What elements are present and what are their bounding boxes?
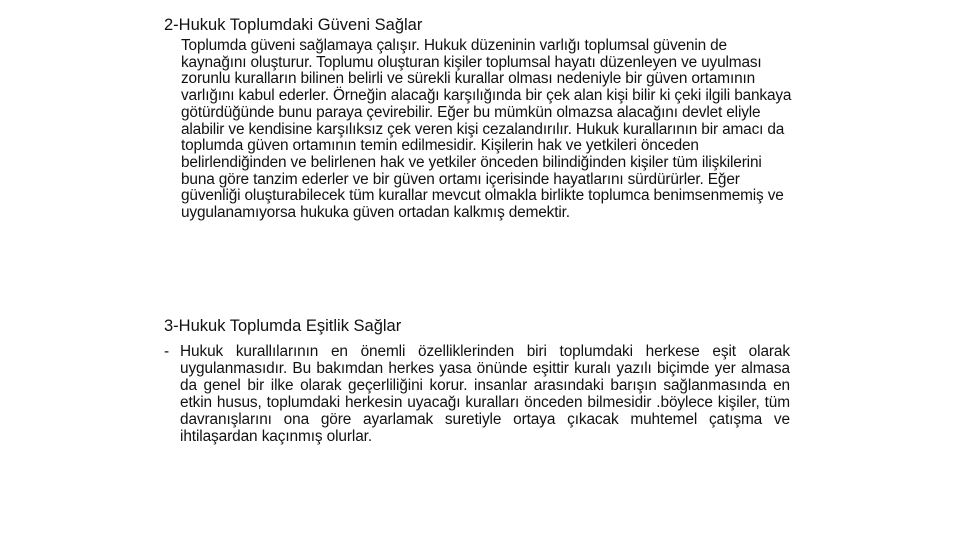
section-heading-equality: 3-Hukuk Toplumda Eşitlik Sağlar <box>164 317 402 335</box>
section-trust <box>164 15 796 222</box>
bullet-item <box>164 343 796 446</box>
bullet-text-equality: Hukuk kurallılarının en önemli özelliklerinden biri toplumdaki herkese eşit olarak uygulanmasıdır. Bu bakımdan herkes yasa önünde eşittir kuralı yazılı biçimde yer almasa da genel bir ilke olarak geçerliliğini korur. insanlar arasındaki barışın sağlanmasında en etkin husus, toplumdaki herkesin uyacağı kuralları önceden bilmesidir .böylece kişiler, tüm davranışlarını ona göre ayarlamak suretiyle ortaya çıkacak muhtemel çatışma ve ihtilaşardan kaçınmış olurlar. <box>180 343 790 446</box>
bullet-marker: - <box>164 343 170 360</box>
section-heading-trust: 2-Hukuk Toplumdaki Güveni Sağlar <box>164 16 423 34</box>
section-paragraph-trust: Toplumda güveni sağlamaya çalışır. Hukuk düzeninin varlığı toplumsal güvenin de kaynağını oluşturur. Toplumu oluşturan kişiler toplumsal hayatı düzenleyen ve uyulması zorunlu kuralların bilinen belirli ve sürekli kurallar olması nedeniyle bir güven ortamının varlığını kabul ederler. Örneğin alacağı karşılığında bir çek alan kişi bilir ki çeki ilgili bankaya götürdüğünde bunu paraya çevirebilir. Eğer bu mümkün olmazsa alacağını devlet eliyle alabilir ve kendisine karşılıksız çek veren kişi cezalandırılır. Hukuk kurallarının bir amacı da toplumda güven ortamının temin edilmesidir. Kişilerin hak ve yetkileri önceden belirlendiğinden ve belirlenen hak ve yetkiler önceden bilindiğinden kişiler tüm ilişkilerini buna göre tanzim ederler ve bir güven ortamı içerisinde hayatlarını sürdürürler. Eğer güvenliği oluşturabilecek tüm kurallar mevcut olmakla birlikte toplumca benimsenmemiş ve uygulanamıyorsa hukuka güven ortadan kalkmış demektir. <box>181 37 792 222</box>
section-equality <box>164 316 796 446</box>
